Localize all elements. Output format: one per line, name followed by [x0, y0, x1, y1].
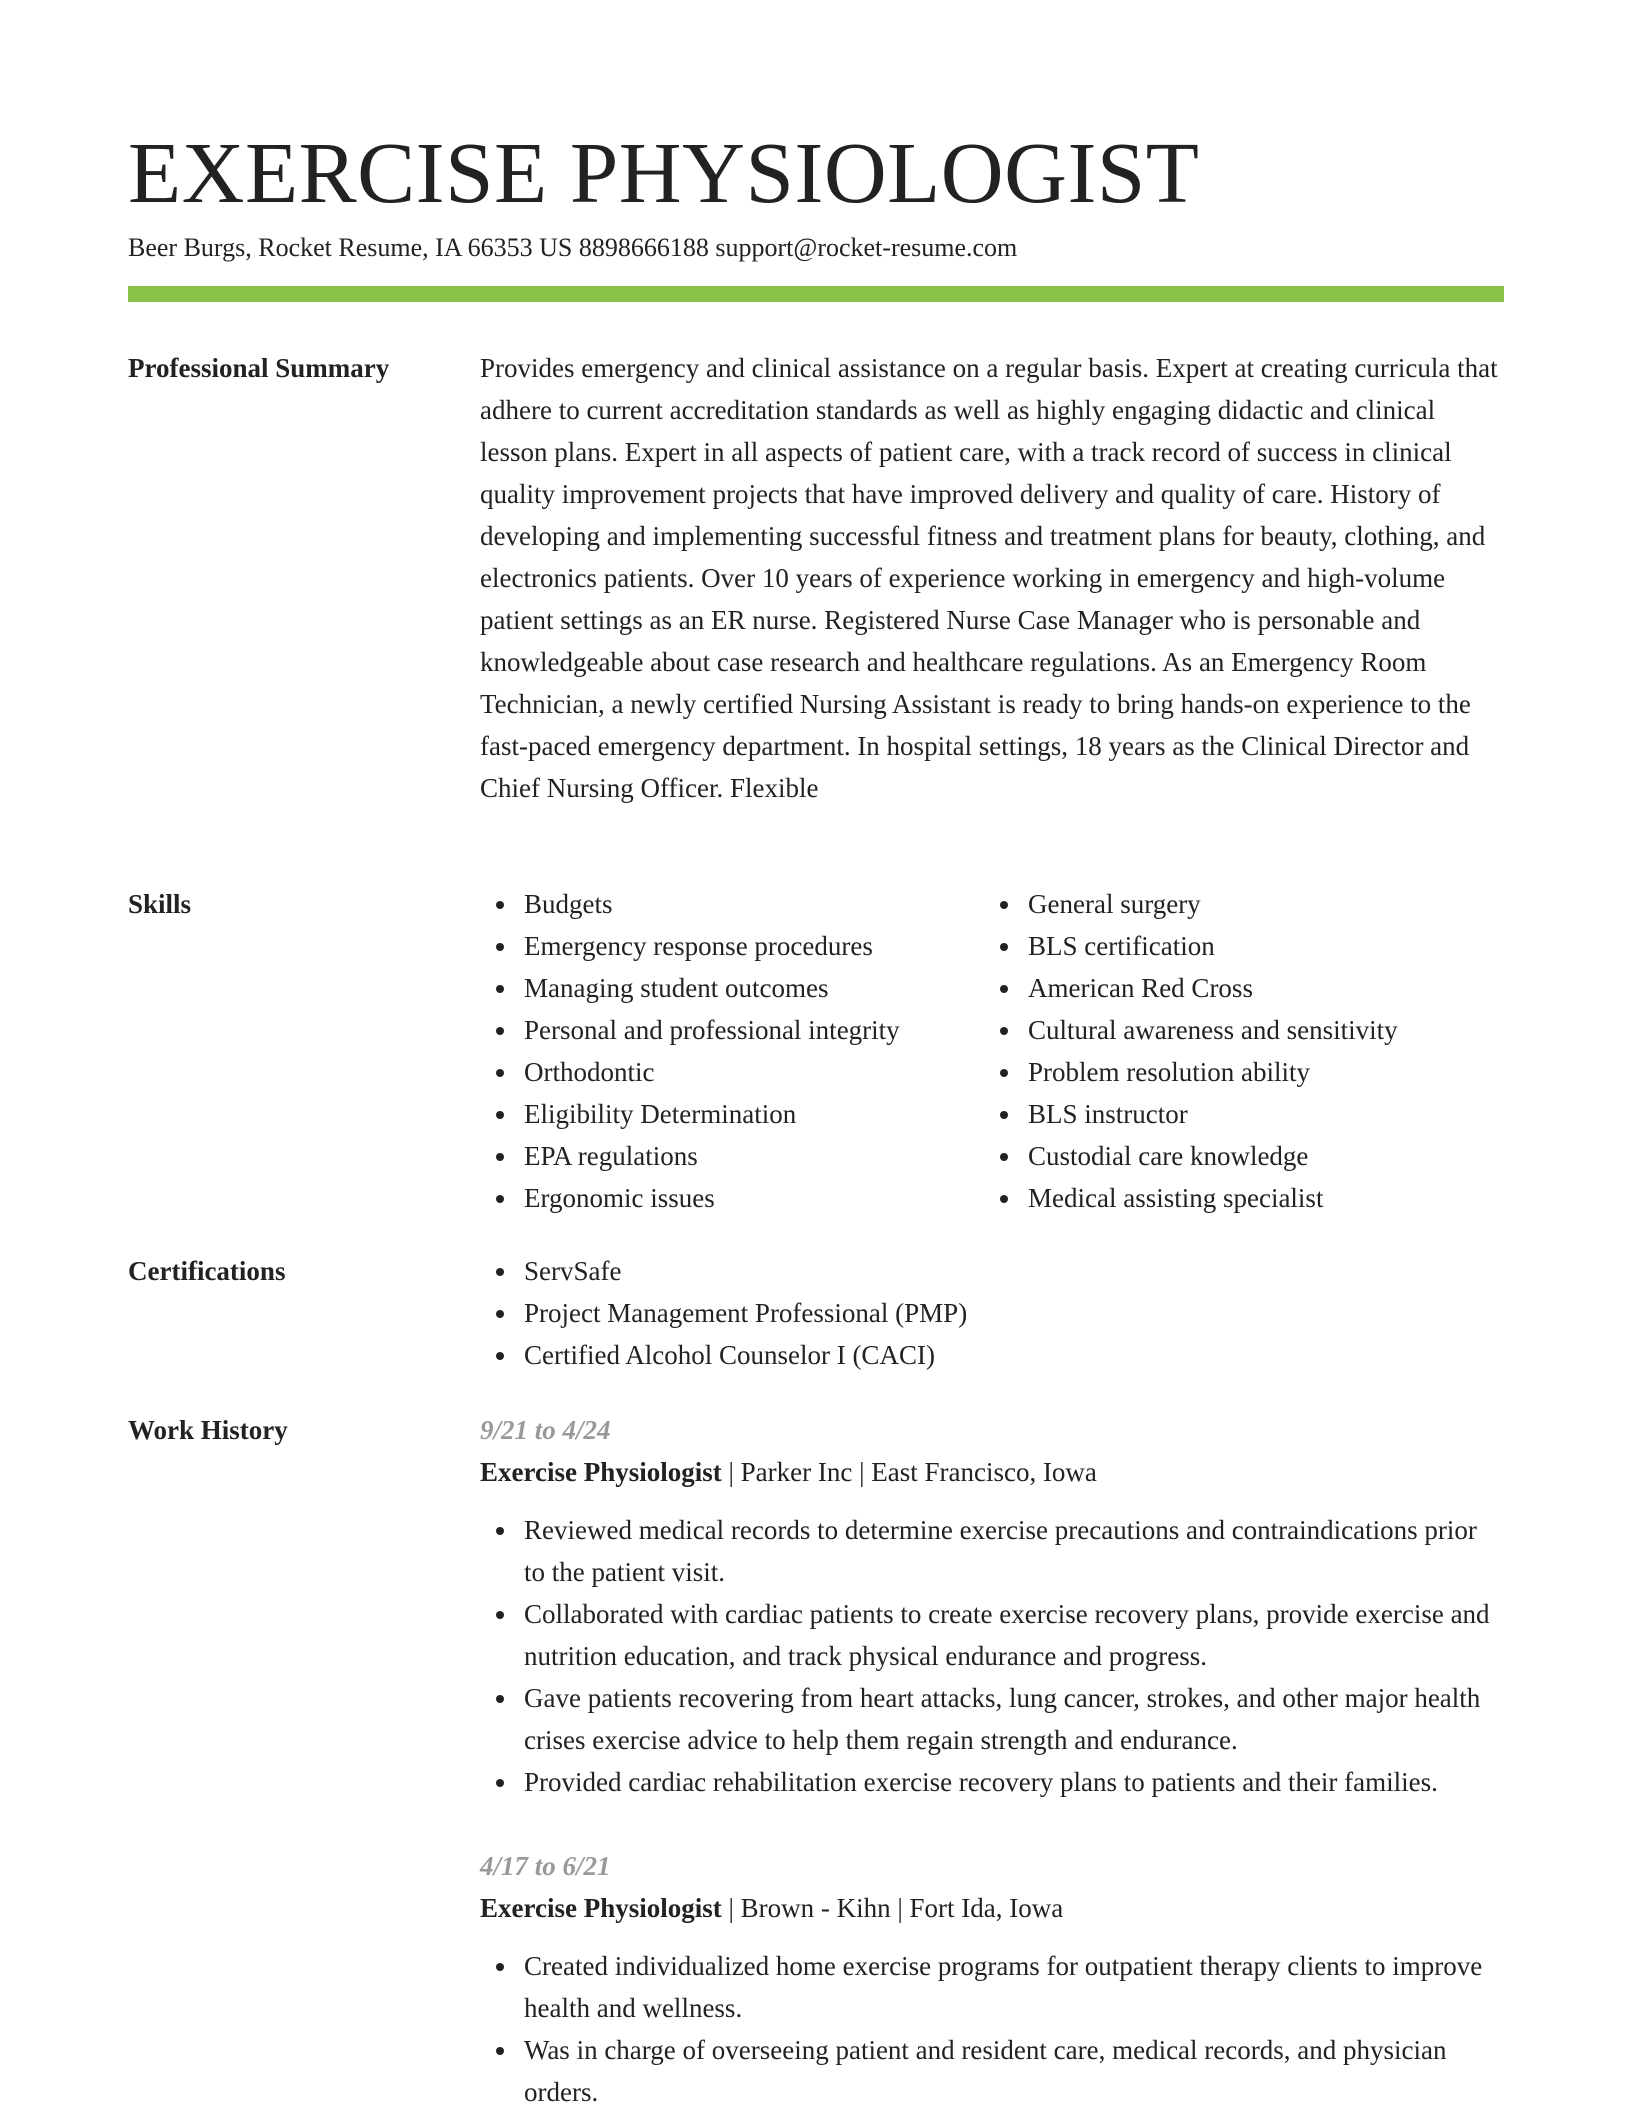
job-bullets [480, 1945, 1504, 2113]
skill-item: Orthodontic [480, 1051, 984, 1093]
job-details: | Parker Inc | East Francisco, Iowa [721, 1457, 1097, 1487]
skills-heading: Skills [128, 889, 192, 919]
certifications-body [480, 1250, 1504, 1376]
skill-item: Custodial care knowledge [984, 1135, 1488, 1177]
skills-list-right [984, 883, 1488, 1219]
summary-heading: Professional Summary [128, 353, 390, 383]
skill-item: BLS certification [984, 925, 1488, 967]
skill-item: BLS instructor [984, 1093, 1488, 1135]
skills-columns [480, 883, 1504, 1219]
skill-item: Cultural awareness and sensitivity [984, 1009, 1488, 1051]
job-bullets [480, 1509, 1504, 1803]
job-title: Exercise Physiologist [480, 1893, 722, 1923]
job-dates: 4/17 to 6/21 [480, 1851, 611, 1881]
job-header [480, 1451, 1504, 1493]
skill-item: Eligibility Determination [480, 1093, 984, 1135]
skill-item: EPA regulations [480, 1135, 984, 1177]
skill-item: Personal and professional integrity [480, 1009, 984, 1051]
skills-list-left [480, 883, 984, 1219]
certification-item: ServSafe [480, 1250, 1504, 1292]
skill-item: Emergency response procedures [480, 925, 984, 967]
resume-title: EXERCISE PHYSIOLOGIST [128, 124, 1200, 221]
job-bullet: Provided cardiac rehabilitation exercise recovery plans to patients and their families. [480, 1761, 1504, 1803]
job-details: | Brown - Kihn | Fort Ida, Iowa [721, 1893, 1064, 1923]
job-entry [480, 1845, 1504, 2113]
skill-item: Medical assisting specialist [984, 1177, 1488, 1219]
job-dates: 9/21 to 4/24 [480, 1415, 611, 1445]
skill-item: American Red Cross [984, 967, 1488, 1009]
job-bullet: Gave patients recovering from heart attacks, lung cancer, strokes, and other major health crises exercise advice to help them regain strength and endurance. [480, 1677, 1504, 1761]
job-bullet: Collaborated with cardiac patients to create exercise recovery plans, provide exercise and nutrition education, and track physical endurance and progress. [480, 1593, 1504, 1677]
skill-item: Managing student outcomes [480, 967, 984, 1009]
contact-line: Beer Burgs, Rocket Resume, IA 66353 US 8898666188 support@rocket-resume.com [128, 233, 1018, 262]
summary-text: Provides emergency and clinical assistance on a regular basis. Expert at creating curricula that adhere to current accreditation standards as well as highly engaging didactic and clinical lesson plans. Expert in all aspects of patient care, with a track record of success in clinical quality improvement projects that have improved delivery and quality of care. History of developing and implementing successful fitness and treatment plans for beauty, clothing, and electronics patients. Over 10 years of experience working in emergency and high-volume patient settings as an ER nurse. Registered Nurse Case Manager who is personable and knowledgeable about case research and healthcare regulations. As an Emergency Room Technician, a newly certified Nursing Assistant is ready to bring hands-on experience to the fast-paced emergency department. In hospital settings, 18 years as the Clinical Director and Chief Nursing Officer. Flexible [480, 353, 1498, 803]
skill-item: General surgery [984, 883, 1488, 925]
certification-item: Certified Alcohol Counselor I (CACI) [480, 1334, 1504, 1376]
work-history-heading: Work History [128, 1415, 288, 1445]
certification-item: Project Management Professional (PMP) [480, 1292, 1504, 1334]
skill-item: Budgets [480, 883, 984, 925]
skill-item: Problem resolution ability [984, 1051, 1488, 1093]
job-title: Exercise Physiologist [480, 1457, 722, 1487]
accent-divider [128, 286, 1504, 302]
skill-item: Ergonomic issues [480, 1177, 984, 1219]
certifications-heading: Certifications [128, 1256, 286, 1286]
work-history-body [480, 1409, 1504, 2113]
job-bullet: Was in charge of overseeing patient and resident care, medical records, and physician orders. [480, 2029, 1504, 2113]
job-bullet: Created individualized home exercise programs for outpatient therapy clients to improve health and wellness. [480, 1945, 1504, 2029]
job-entry [480, 1409, 1504, 1803]
job-spacer [480, 1803, 1504, 1845]
summary-body [480, 347, 1504, 809]
job-header [480, 1887, 1504, 1929]
job-bullet: Reviewed medical records to determine exercise precautions and contraindications prior to the patient visit. [480, 1509, 1504, 1593]
certifications-list [480, 1250, 1504, 1376]
